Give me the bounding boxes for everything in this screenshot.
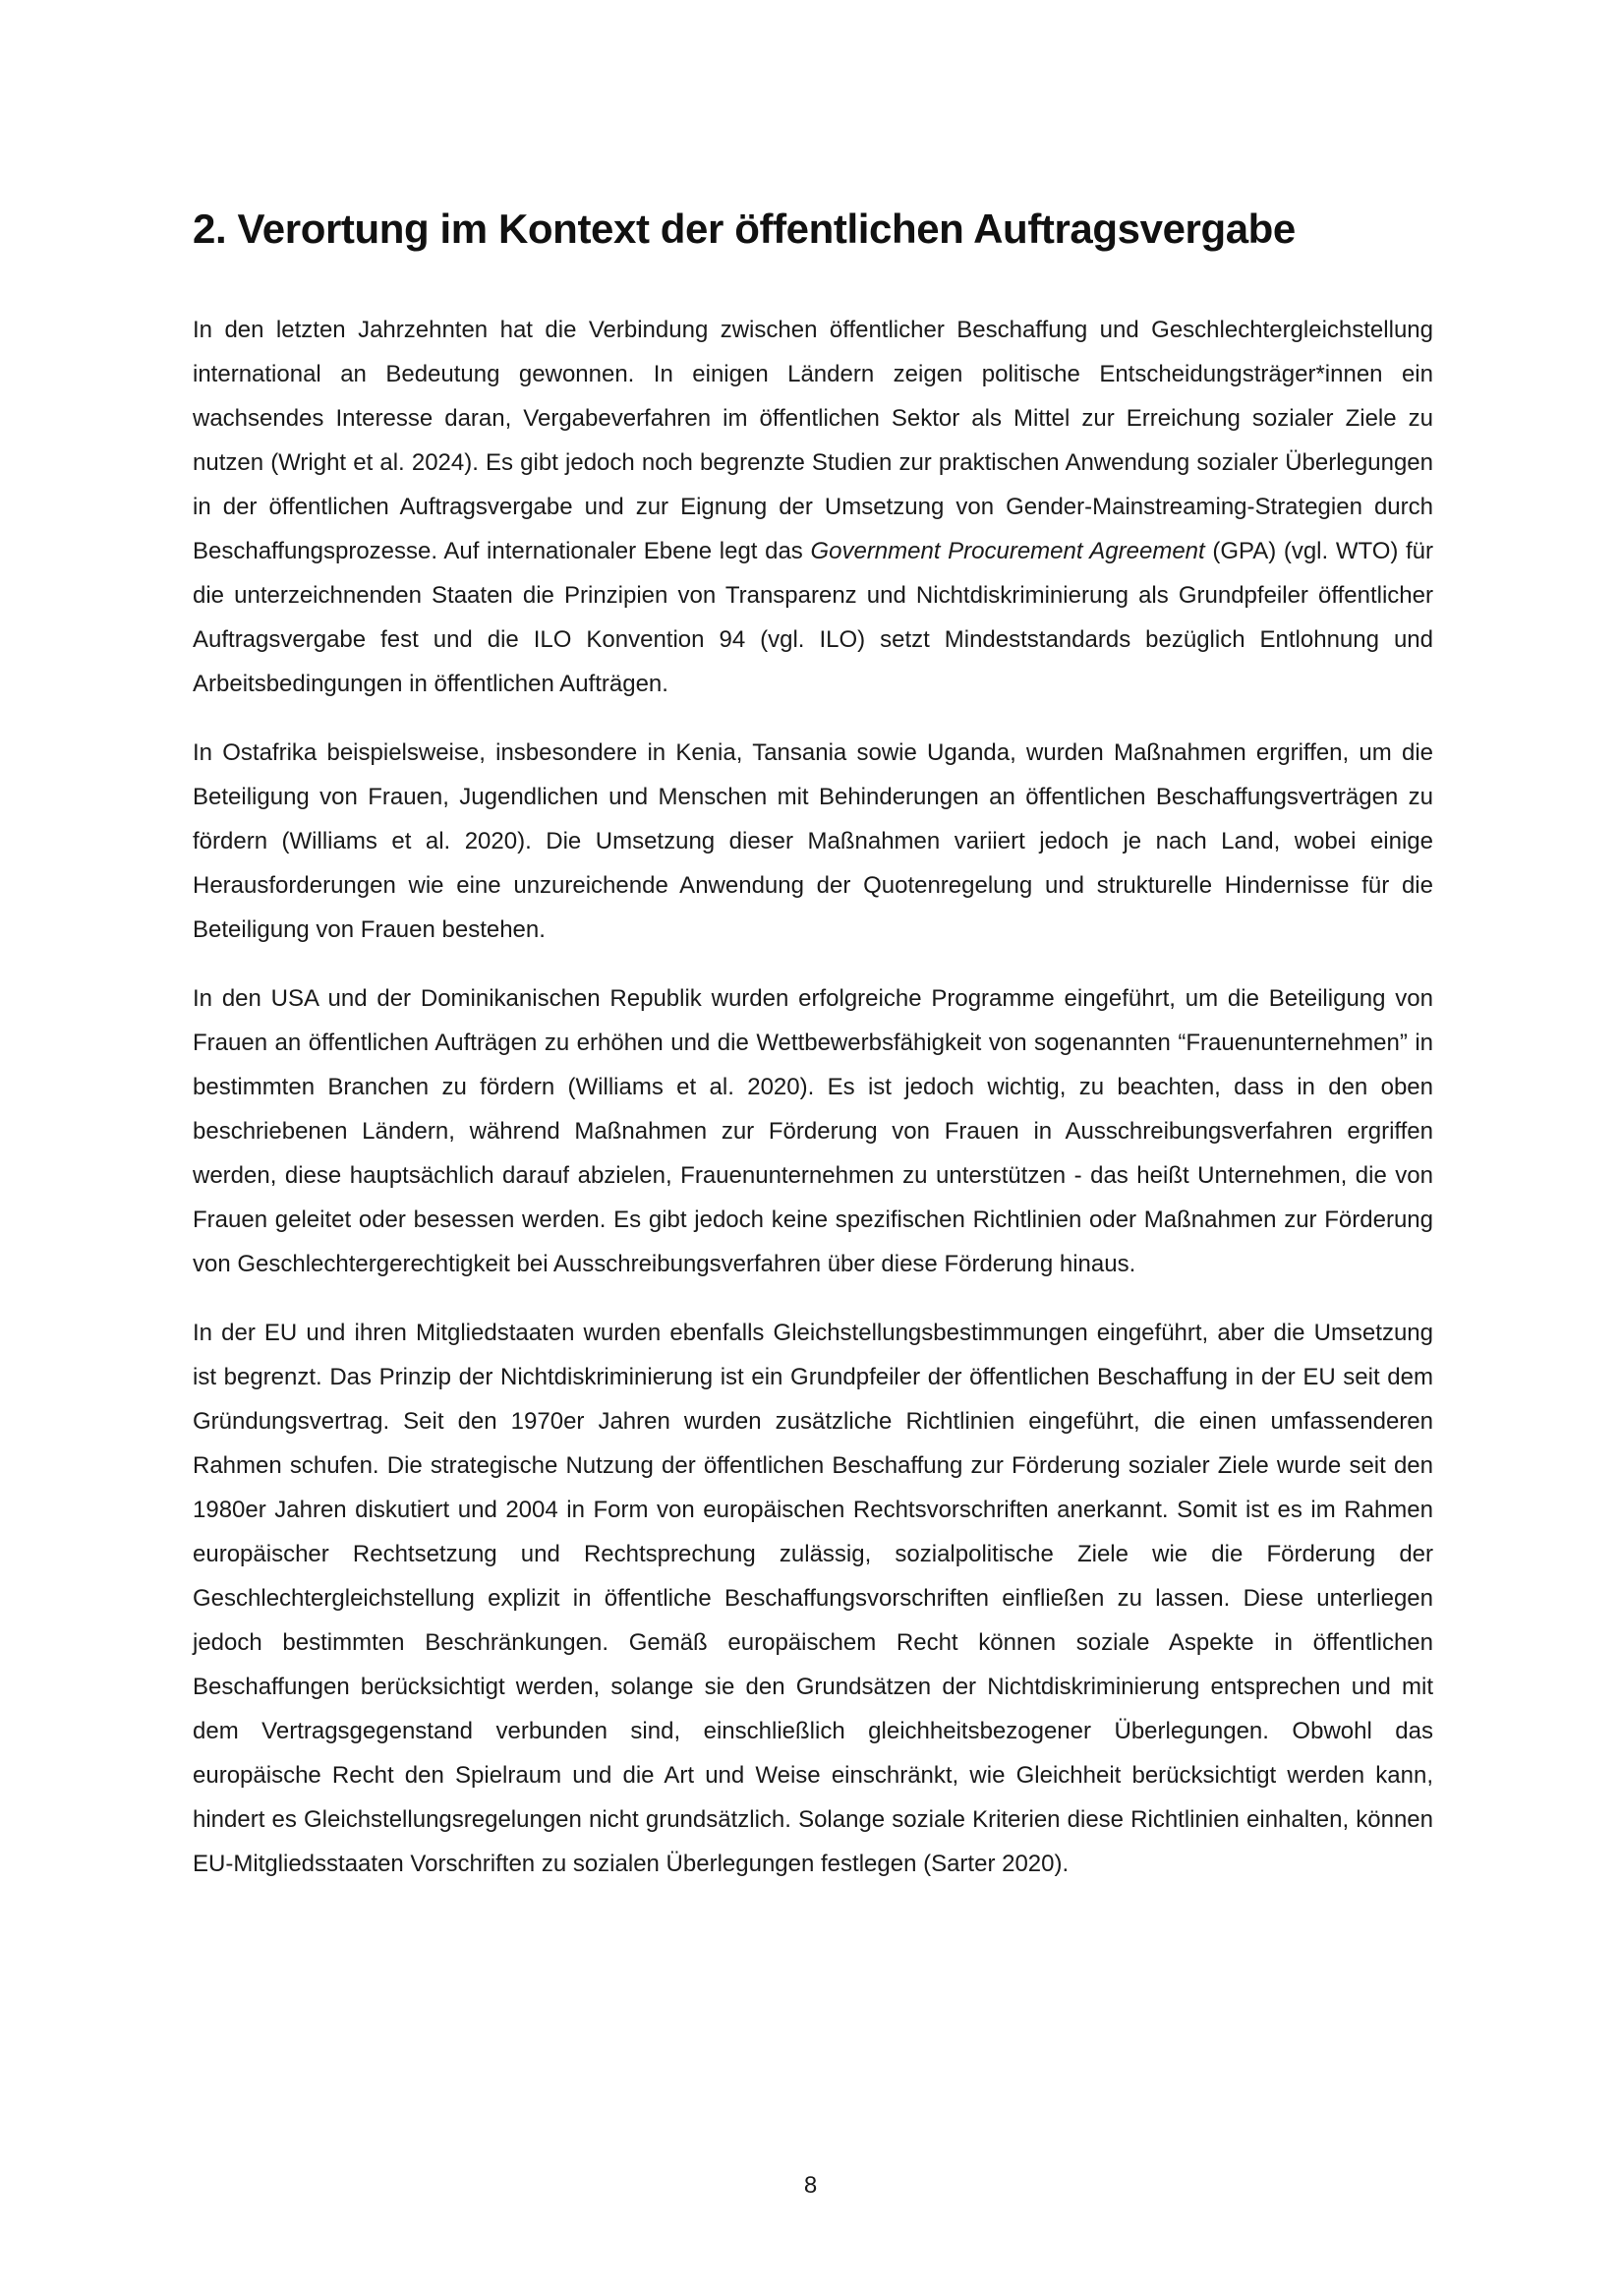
paragraph-1-text-before: In den letzten Jahrzehnten hat die Verbindung zwischen öffentlicher Beschaffung und Geschlechtergleichstellung international an Bedeutung gewonnen. In einigen Ländern zeigen politische Entscheidungsträger*innen ein wachsendes Interesse daran, Vergabeverfahren im öffentlichen Sektor als Mittel zur Erreichung sozialer Ziele zu nutzen (Wright et al. 2024). Es gibt jedoch noch begrenzte Studien zur praktischen Anwendung sozialer Überlegungen in der öffentlichen Auftragsvergabe und zur Eignung der Umsetzung von Gender-Mainstreaming-Strategien durch Beschaffungsprozesse. Auf internationaler Ebene legt das xyxy=(193,317,1433,564)
paragraph-3: In den USA und der Dominikanischen Republik wurden erfolgreiche Programme eingeführt, um die Beteiligung von Frauen an öffentlichen Aufträgen zu erhöhen und die Wettbewerbsfähigkeit von sogenannten “Frauenunternehmen” in bestimmten Branchen zu fördern (Williams et al. 2020). Es ist jedoch wichtig, zu beachten, dass in den oben beschriebenen Ländern, während Maßnahmen zur Förderung von Frauen in Ausschreibungsverfahren ergriffen werden, diese hauptsächlich darauf abzielen, Frauenunternehmen zu unterstützen - das heißt Unternehmen, die von Frauen geleitet oder besessen werden. Es gibt jedoch keine spezifischen Richtlinien oder Maßnahmen zur Förderung von Geschlechtergerechtigkeit bei Ausschreibungsverfahren über diese Förderung hinaus. xyxy=(193,985,1433,1277)
paragraph-1-text-after: (GPA) (vgl. WTO) für die unterzeichnenden Staaten die Prinzipien von Transparenz und Nichtdiskriminierung als Grundpfeiler öffentlicher Auftragsvergabe fest und die ILO Konvention 94 (vgl. ILO) setzt Mindeststandards bezüglich Entlohnung und Arbeitsbedingungen in öffentlichen Aufträgen. xyxy=(193,538,1434,697)
paragraph-4: In der EU und ihren Mitgliedstaaten wurden ebenfalls Gleichstellungsbestimmungen eingeführt, aber die Umsetzung ist begrenzt. Das Prinzip der Nichtdiskriminierung ist ein Grundpfeiler der öffentlichen Beschaffung in der EU seit dem Gründungsvertrag. Seit den 1970er Jahren wurden zusätzliche Richtlinien eingeführt, die einen umfassenderen Rahmen schufen. Die strategische Nutzung der öffentlichen Beschaffung zur Förderung sozialer Ziele wurde seit den 1980er Jahren diskutiert und 2004 in Form von europäischen Rechtsvorschriften anerkannt. Somit ist es im Rahmen europäischer Rechtsetzung und Rechtsprechung zulässig, sozialpolitische Ziele wie die Förderung der Geschlechtergleichstellung explizit in öffentliche Beschaffungsvorschriften einfließen zu lassen. Diese unterliegen jedoch bestimmten Beschränkungen. Gemäß europäischem Recht können soziale Aspekte in öffentlichen Beschaffungen berücksichtigt werden, solange sie den Grundsätzen der Nichtdiskriminierung entsprechen und mit dem Vertragsgegenstand verbunden sind, einschließlich gleichheitsbezogener Überlegungen. Obwohl das europäische Recht den Spielraum und die Art und Weise einschränkt, wie Gleichheit berücksichtigt werden kann, hindert es Gleichstellungsregelungen nicht grundsätzlich. Solange soziale Kriterien diese Richtlinien einhalten, können EU-Mitgliedsstaaten Vorschriften zu sozialen Überlegungen festlegen (Sarter 2020). xyxy=(193,1320,1433,1877)
page-number: 8 xyxy=(803,2172,818,2199)
section-heading: 2. Verortung im Kontext der öffentlichen Auftragsvergabe xyxy=(193,206,1296,252)
body-text xyxy=(193,308,1433,1911)
paragraph-1 xyxy=(193,308,1433,706)
paragraph-1-emphasis: Government Procurement Agreement xyxy=(810,538,1205,564)
paragraph-2: In Ostafrika beispielsweise, insbesondere in Kenia, Tansania sowie Uganda, wurden Maßnahmen ergriffen, um die Beteiligung von Frauen, Jugendlichen und Menschen mit Behinderungen an öffentlichen Beschaffungsverträgen zu fördern (Williams et al. 2020). Die Umsetzung dieser Maßnahmen variiert jedoch je nach Land, wobei einige Herausforderungen wie eine unzureichende Anwendung der Quotenregelung und strukturelle Hindernisse für die Beteiligung von Frauen bestehen. xyxy=(193,739,1433,943)
